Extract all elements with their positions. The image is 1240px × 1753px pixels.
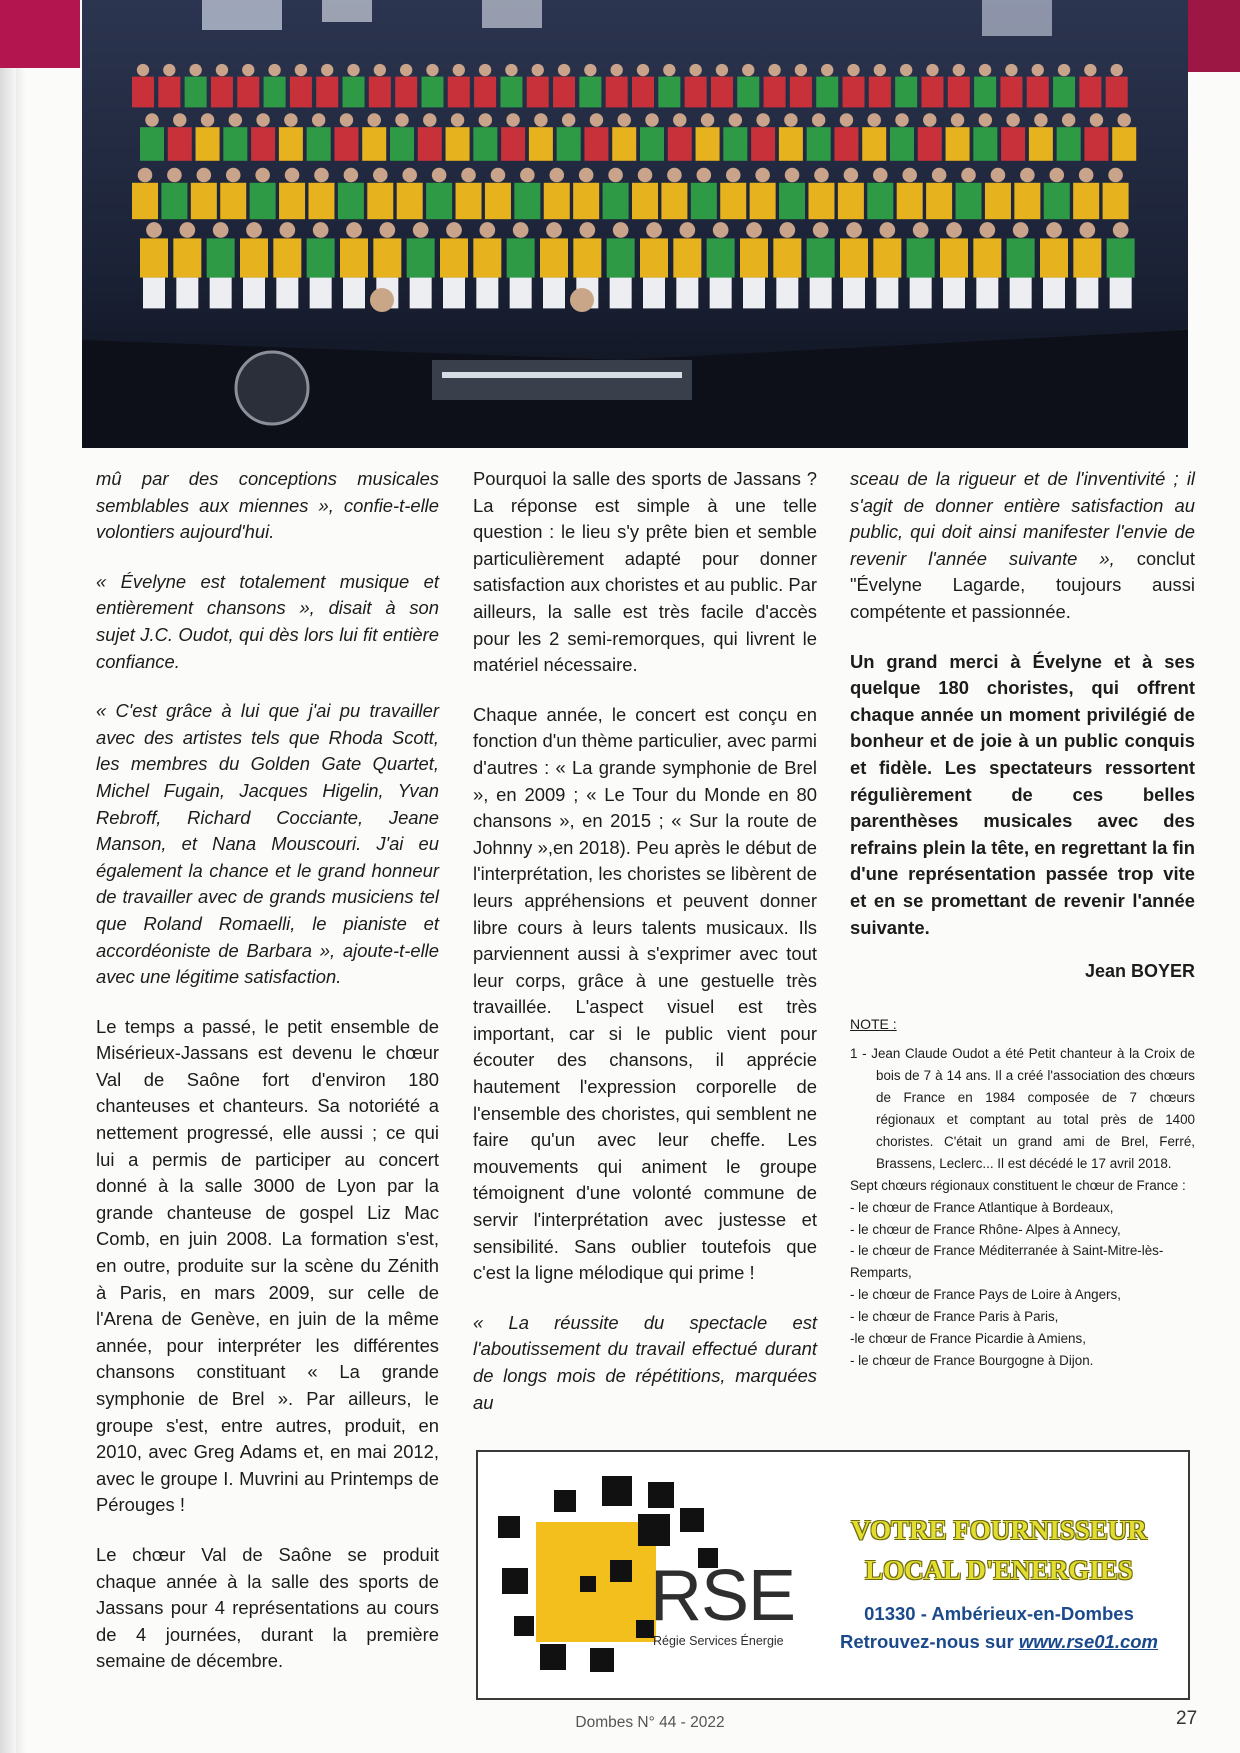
col1-paragraph-5: Le chœur Val de Saône se produit chaque année à la salle des sports de Jassans pour 4 représentations au cours de 4 journées, durant la première semaine de décembre. [96,1543,439,1672]
rse-advertisement [476,1450,1190,1700]
column-2 [473,466,817,1439]
ad-headline [834,1510,1164,1590]
col1-paragraph-1: mû par des conceptions musicales semblables aux miennes », confie-t-elle volontiers aujourd'hui. [96,468,439,543]
author-signature: Jean BOYER [1084,961,1195,982]
ad-address: 01330 - Ambérieux-en-Dombes [864,1603,1134,1624]
rse-logo-subtitle: Régie Services Énergie [653,1634,784,1648]
ad-web-prefix: Retrouvez-nous sur [839,1631,1019,1652]
ad-headline-line-2: LOCAL D'ENERGIES [865,1555,1133,1585]
magenta-corner-left [0,0,80,68]
col3-quote-end: sceau de la rigueur et de l'inventivité ; il s'agit de donner entière satisfaction au public, qui doit ainsi manifester l'envie de revenir l'année suivante », [850,468,1195,569]
column-3 [850,466,1195,1372]
choir-list-item: - le chœur de France Pays de Loire à Angers, [850,1287,1121,1303]
col1-paragraph-3: « C'est grâce à lui que j'ai pu travailler avec des artistes tels que Rhoda Scott, les membres du Golden Gate Quartet, Michel Fugain, Jacques Higelin, Yvan Rebroff, Richard Cocciante, Jeane Manson, et Nana Mouscouri. J'ai eu également la chance et le grand honneur de travailler avec de grands musiciens tel que Roland Romaelli, le pianiste et accordéoniste de Barbara », ajoute-t-elle avec une légitime satisfaction. [96,700,439,988]
choir-list-item: -le chœur de France Picardie à Amiens, [850,1331,1086,1347]
ad-headline-line-1: VOTRE FOURNISSEUR [851,1515,1147,1545]
choir-list-item: - le chœur de France Rhône- Alpes à Annecy, [850,1221,1121,1237]
page-spine-shadow [0,0,16,1753]
ad-web-line [818,1628,1180,1656]
rse-logo-text: RSE [650,1556,796,1636]
note-block [850,1043,1195,1372]
column-1 [96,466,439,1698]
col3-paragraph-2: Un grand merci à Évelyne et à ses quelque 180 choristes, qui offrent chaque année un moment privilégié de bonheur et de joie à un public conquis et fidèle. Les spectateurs ressortent régulièrement de ces belles parenthèses musicales avec des refrains plein la tête, en regrettant la fin d'une représentation passée trop vite et en se promettant de revenir l'année suivante. [850,650,1195,938]
choir-list-item: - le chœur de France Bourgogne à Dijon. [850,1352,1094,1368]
col2-paragraph-3: « La réussite du spectacle est l'aboutissement du travail effectué durant de longs mois de répétitions, marquées au [473,1311,817,1413]
col1-paragraph-4: Le temps a passé, le petit ensemble de Misérieux-Jassans est devenu le chœur Val de Saône fort d'environ 180 chanteuses et chanteurs. Sa notoriété a nettement progressé, elle aussi ; ce qui lui a permis de participer au concert donné à la salle 3000 de Lyon par la grande chanteuse de gospel Liz Mac Comb, en juin 2008. La formation s'est, en outre, produite sur la scène du Zénith à Paris, en mars 2009, sur celle de l'Arena de Genève, en juin de la même année, pour interpréter les différentes chansons constituant « La grande symphonie de Brel ». Par ailleurs, le groupe s'est, entre autres, produit, en 2010, avec Greg Adams et, en mai 2012, avec le groupe I. Muvrini au Printemps de Pérouges ! [96,1015,439,1516]
note-title: NOTE : [850,1015,897,1032]
page-number: 27 [1176,1708,1198,1729]
col3-conclusion: conclut "Évelyne Lagarde, toujours aussi compétente et passionnée. [850,547,1195,622]
page-gutter [16,0,26,1753]
note-2: Sept chœurs régionaux constituent le chœur de France : [850,1177,1186,1193]
magenta-corner-right [1186,0,1240,72]
ad-contact [818,1600,1180,1656]
ad-website-link[interactable]: www.rse01.com [1018,1631,1159,1652]
magazine-footer: Dombes N° 44 - 2022 [575,1714,725,1731]
col2-paragraph-1: Pourquoi la salle des sports de Jassans ? La réponse est simple à une telle question : le lieu s'y prête bien et semble particulièrement adapté pour donner satisfaction aux choristes et au public. Par ailleurs, la salle est très facile d'accès pour les 2 semi-remorques, qui livrent le matériel nécessaire. [473,468,817,676]
col3-paragraph-1 [850,466,1195,626]
col1-paragraph-2: « Évelyne est totalement musique et entièrement chansons », disait à son sujet J.C. Oudot, qui dès lors lui fit entière confiance. [96,570,439,672]
col2-paragraph-2: Chaque année, le concert est conçu en fonction d'un thème particulier, avec parmi d'autres : « La grande symphonie de Brel », en 2009 ; « Le Tour du Monde en 80 chansons », en 2015 ; « Sur la route de Johnny »,en 2018). Peu après le début de l'interprétation, les choristes se libèrent de leurs appréhensions et peuvent donner libre cours à leurs talents musicaux. Ils parviennent aussi à s'exprimer avec tout leur corps, grâce à une gestuelle très travaillée. L'aspect visuel est très important, car si le public vient pour écouter des chansons, il apprécie hautement l'expression corporelle de l'ensemble des choristes, qui semblent ne faire qu'un avec leur cheffe. Les mouvements qui animent le groupe témoignent d'une volonté commune de servir l'interprétation avec justesse et sensibilité. Sans oublier toutefois que c'est la ligne mélodique qui prime ! [473,703,817,1284]
choir-list-item: - le chœur de France Méditerranée à Saint-Mitre-lès- Remparts, [850,1243,1164,1281]
choir-concert-photo [82,0,1188,448]
choir-photo-illustration [82,0,1188,448]
choir-list-item: - le chœur de France Atlantique à Bordeaux, [850,1199,1114,1215]
note-1: 1 - Jean Claude Oudot a été Petit chanteur à la Croix de bois de 7 à 14 ans. Il a créé l'association des chœurs de France en 1984 composée de 7 chœurs régionaux et comptant au total près de 1400 choristes. C'était un grand ami de Brel, Ferré, Brassens, Leclerc... Il est décédé le 17 avril 2018. [850,1046,1195,1171]
choir-list-item: - le chœur de France Paris à Paris, [850,1309,1059,1325]
